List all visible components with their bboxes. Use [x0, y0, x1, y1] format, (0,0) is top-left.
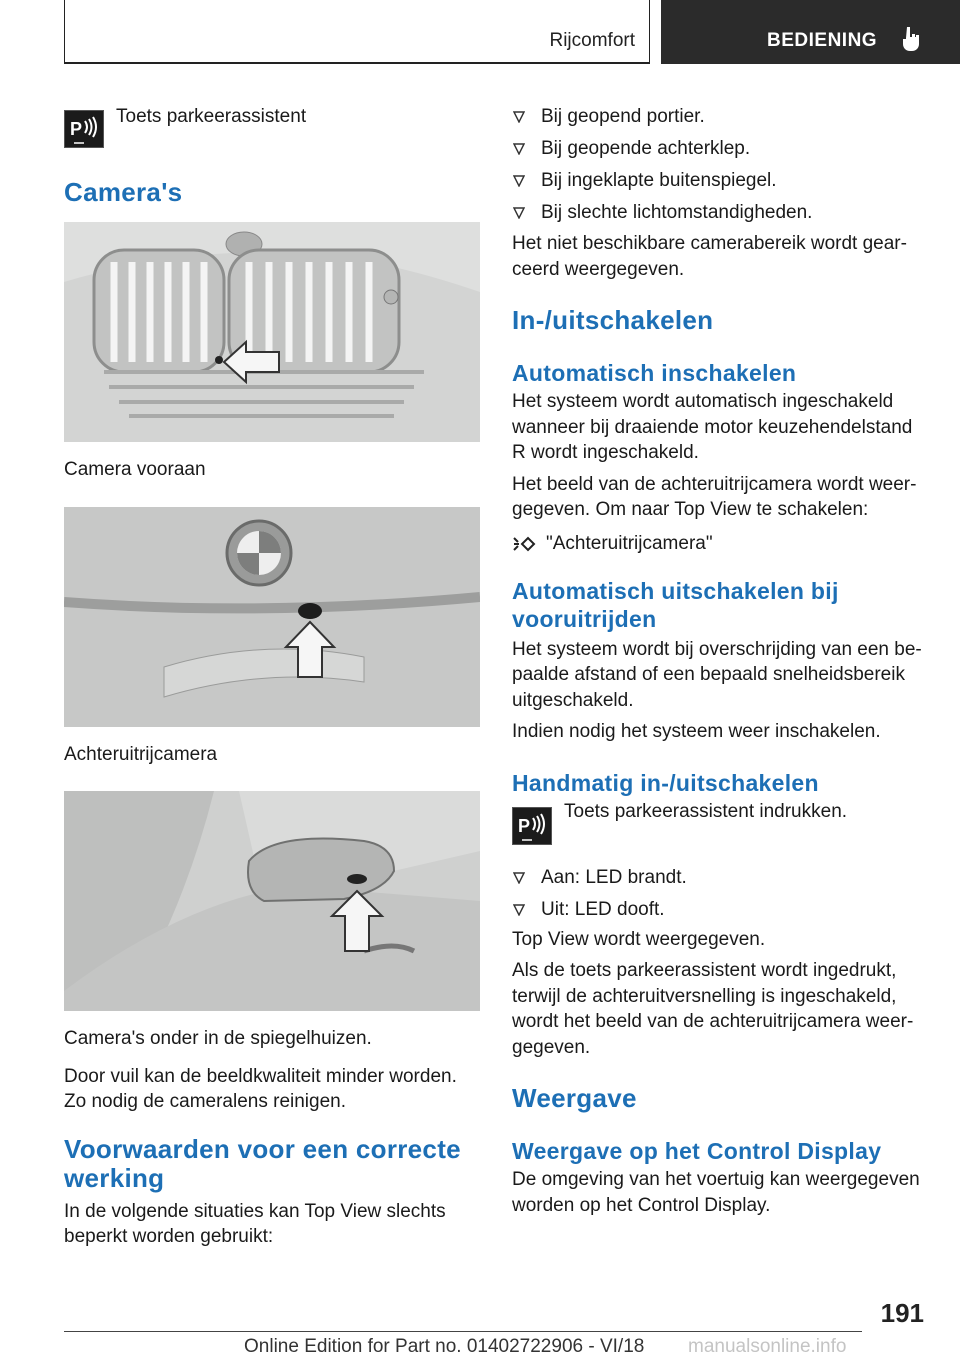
header-chapter-title: BEDIENING — [767, 30, 878, 51]
menu-item-row — [512, 531, 932, 561]
heading-auto-off-line1: Automatisch uitschakelen bij — [512, 577, 839, 604]
manual-text-line4: wordt het beeld van de achteruitrijcamera weer- — [512, 1011, 914, 1032]
front-camera-image — [64, 222, 480, 442]
parking-assist-button-icon — [64, 110, 104, 148]
svg-text:P: P — [70, 119, 83, 139]
heading-display: Weergave — [512, 1083, 637, 1113]
heading-display-sub: Weergave op het Control Display — [512, 1138, 882, 1164]
auto-off-text-line1: Het systeem wordt bij overschrijding van een be- — [512, 638, 922, 660]
auto-on-text-line2: wanneer bij draaiende motor keuzehendelstand — [512, 416, 913, 438]
condition-bullet — [512, 200, 932, 225]
manual-button-label: Toets parkeerassistent indrukken. — [564, 800, 848, 822]
parking-assist-button-row — [64, 100, 484, 150]
manual-text-line3: terwijl de achteruitversnelling is ingeschakeld, — [512, 985, 897, 1007]
manual-text-line2: Als de toets parkeerassistent wordt ingedrukt, — [512, 960, 897, 981]
unavailable-text-line2: ceerd weergegeven. — [512, 258, 685, 280]
dirt-note-line2: Zo nodig de cameralens reinigen. — [64, 1091, 347, 1112]
svg-text:P: P — [518, 815, 531, 836]
triangle-bullet-icon — [513, 111, 525, 123]
header-section-title: Rijcomfort — [549, 30, 635, 51]
triangle-bullet-icon — [513, 904, 525, 916]
heading-auto-on: Automatisch inschakelen — [512, 360, 797, 386]
header-section-box — [64, 0, 650, 64]
heading-auto-off-line2: vooruitrijden — [512, 605, 657, 632]
menu-item-label: "Achteruitrijcamera" — [546, 532, 713, 554]
heading-on-off: In-/uitschakelen — [512, 305, 714, 335]
manual-bullet-text: Aan: LED brandt. — [541, 866, 687, 888]
mirror-camera-image — [64, 791, 480, 1011]
display-text-line1: De omgeving van het voertuig kan weergegeven — [512, 1169, 920, 1190]
manual-text-line1: Top View wordt weergegeven. — [512, 928, 766, 950]
manual-button-row — [512, 800, 932, 853]
conditions-text-line1: In de volgende situaties kan Top View slechts — [64, 1200, 446, 1222]
condition-bullet-text: Bij ingeklapte buitenspiegel. — [541, 170, 777, 191]
triangle-bullet-icon — [513, 143, 525, 155]
right-column — [512, 104, 932, 1218]
display-text-line2: worden op het Control Display. — [512, 1194, 771, 1216]
rear-tailgate-illustration — [64, 507, 480, 727]
condition-bullet-text: Bij geopende achterklep. — [541, 138, 751, 159]
condition-bullet — [512, 136, 932, 161]
header-chapter-box — [661, 0, 960, 64]
triangle-bullet-icon — [513, 175, 525, 187]
left-column — [64, 100, 484, 1250]
footer-brand-watermark: manualsonline.info — [688, 1336, 847, 1357]
manual-bullet-text: Uit: LED dooft. — [541, 898, 665, 920]
auto-on-text-line3: R wordt ingeschakeld. — [512, 442, 699, 463]
front-grille-illustration — [64, 222, 480, 442]
condition-bullet — [512, 104, 932, 129]
condition-bullet-text: Bij geopend portier. — [541, 106, 705, 127]
heading-conditions-line1: Voorwaarden voor een correcte — [64, 1133, 461, 1164]
dirt-note-line1: Door vuil kan de beeldkwaliteit minder worden. — [64, 1065, 457, 1087]
camera-menu-icon — [512, 535, 536, 553]
conditions-text-line2: beperkt worden gebruikt: — [64, 1226, 274, 1247]
caption-rear-camera: Achteruitrijcamera — [64, 743, 218, 765]
triangle-bullet-icon — [513, 872, 525, 884]
heading-conditions-line2: werking — [64, 1162, 165, 1193]
side-mirror-illustration — [64, 791, 480, 1011]
parking-assist-button-label: Toets parkeerassistent — [116, 106, 307, 127]
triangle-bullet-icon — [513, 207, 525, 219]
auto-off-text-line2: paalde afstand of een bepaald snelheidsbereik — [512, 664, 905, 685]
auto-on-text-line4: Het beeld van de achteruitrijcamera wordt weer- — [512, 473, 917, 495]
heading-cameras: Camera's — [64, 177, 183, 207]
manual-bullet — [512, 897, 932, 922]
auto-off-text-line4: Indien nodig het systeem weer inschakelen. — [512, 721, 881, 742]
caption-mirror-cameras: Camera's onder in de spiegelhuizen. — [64, 1028, 372, 1049]
rear-camera-image — [64, 507, 480, 727]
manual-text-line5: gegeven. — [512, 1036, 591, 1058]
caption-front-camera: Camera vooraan — [64, 459, 206, 480]
unavailable-text-line1: Het niet beschikbare camerabereik wordt gear- — [512, 233, 907, 254]
pointing-hand-icon — [901, 26, 921, 52]
manual-bullet — [512, 865, 932, 890]
condition-bullet — [512, 168, 932, 193]
heading-manual: Handmatig in-/uitschakelen — [512, 769, 819, 796]
auto-off-text-line3: uitgeschakeld. — [512, 689, 634, 711]
page-number: 191 — [880, 1298, 924, 1328]
parking-assist-button-icon — [512, 807, 552, 845]
footer-edition: Online Edition for Part no. 01402722906 - VI/18 — [244, 1336, 645, 1357]
condition-bullet-text: Bij slechte lichtomstandigheden. — [541, 202, 813, 223]
page-header — [0, 0, 960, 66]
footer-divider — [64, 1331, 862, 1332]
auto-on-text-line1: Het systeem wordt automatisch ingeschakeld — [512, 391, 894, 412]
auto-on-text-line5: gegeven. Om naar Top View te schakelen: — [512, 499, 869, 520]
